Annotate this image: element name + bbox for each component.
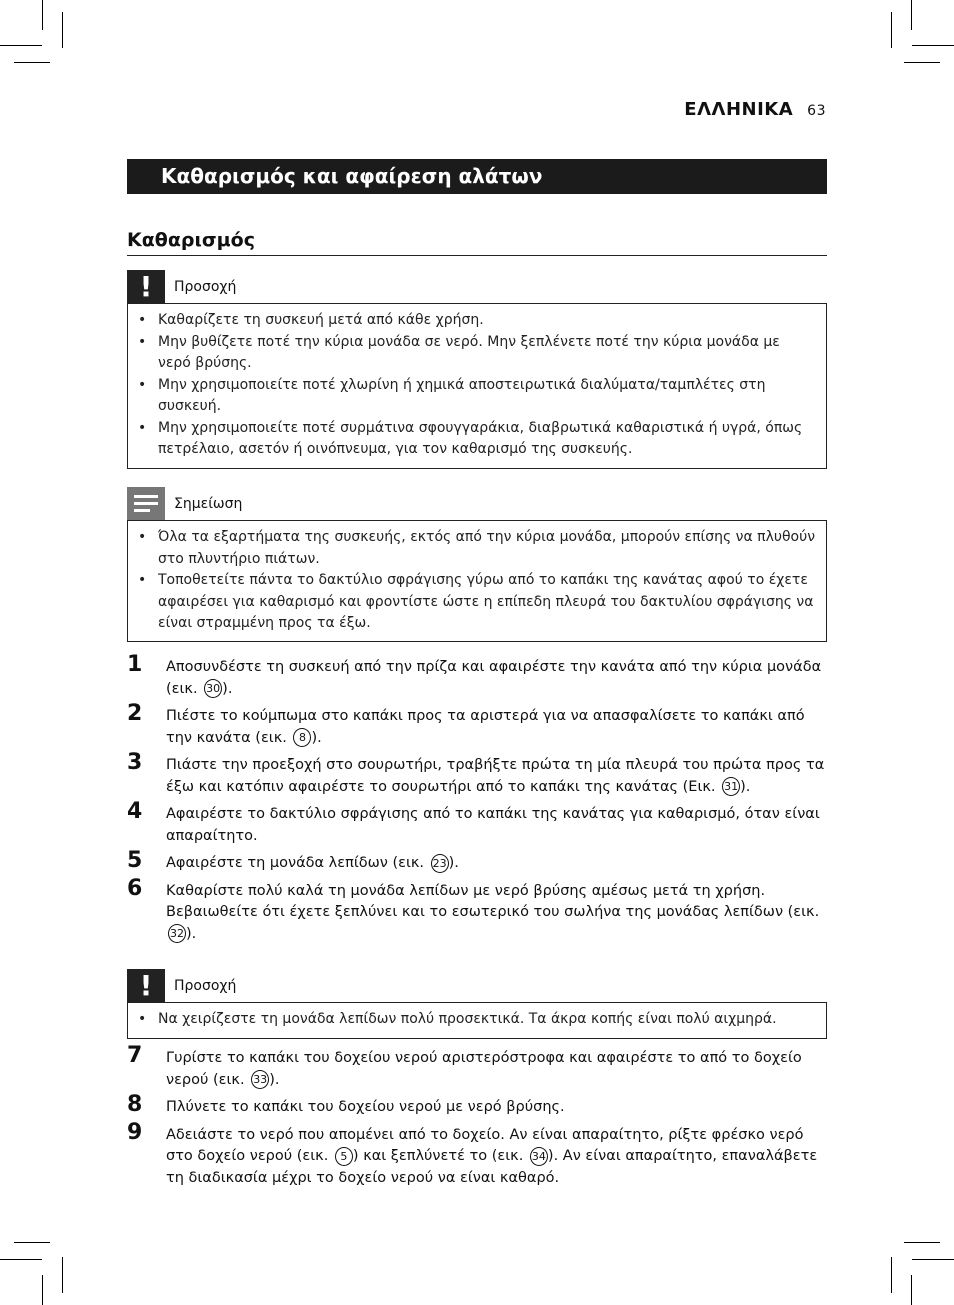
figure-ref: 8 (293, 728, 311, 747)
caution-title: Προσοχή (174, 978, 237, 994)
crop-mark (42, 0, 43, 30)
note-box (127, 520, 827, 642)
step-number: 2 (127, 701, 143, 726)
figure-ref: 34 (530, 1147, 548, 1166)
step-item (127, 652, 827, 700)
step-item (127, 1119, 827, 1190)
list-item: • Μην χρησιμοποιείτε ποτέ χλωρίνη ή χημικά αποστειρωτικά διαλύματα/ταμπλέτες στη συσκευή. (138, 375, 816, 418)
crop-mark (0, 1259, 42, 1260)
crop-mark (0, 45, 42, 46)
step-text: Καθαρίστε πολύ καλά τη μονάδα λεπίδων με νερό βρύσης αμέσως μετά τη χρήση. Βεβαιωθείτε ότι έχετε ξεπλύνει και το εσωτερικό του σωλήνα της μονάδας λεπίδων (εικ. (166, 882, 820, 920)
step-number: 1 (127, 652, 143, 677)
step-text-end: ). (311, 729, 322, 746)
figure-ref: 5 (335, 1147, 353, 1166)
step-text-end: ). (186, 925, 197, 942)
exclamation-icon: ! (127, 969, 165, 1003)
crop-mark (912, 1259, 954, 1260)
step-number: 5 (127, 848, 143, 873)
step-text-end: ). (269, 1071, 280, 1088)
step-text: Πλύνετε το καπάκι του δοχείου νερού με νερό βρύσης. (166, 1099, 565, 1115)
step-text-end: ). Αν είναι απαραίτητο, επαναλάβετε τη διαδικασία μέχρι το δοχείο νερού να είναι καθαρό. (166, 1148, 818, 1186)
language-label: ΕΛΛΗΝΙΚΑ (684, 99, 794, 120)
step-number: 7 (127, 1043, 143, 1068)
step-number: 4 (127, 799, 143, 824)
page-number: 63 (807, 103, 826, 119)
crop-mark (911, 1275, 912, 1305)
list-item: • Τοποθετείτε πάντα το δακτύλιο σφράγισης γύρω από το καπάκι της κανάτας αφού το έχετε αφαιρέσει για καθαρισμό και φροντίστε ώστε η επίπεδη πλευρά του δακτυλίου σφράγισης να είναι στραμμένη προς τα έξω. (138, 570, 816, 635)
figure-ref: 31 (722, 777, 740, 796)
crop-mark (14, 1242, 50, 1243)
crop-mark (62, 1257, 63, 1293)
step-text: Αποσυνδέστε τη συσκευή από την πρίζα και αφαιρέστε την κανάτα από την κύρια μονάδα (εικ. (166, 659, 822, 697)
crop-mark (912, 45, 954, 46)
exclamation-icon: ! (127, 270, 165, 304)
figure-ref: 23 (431, 854, 449, 873)
step-number: 6 (127, 875, 143, 901)
crop-mark (62, 12, 63, 48)
step-text: Αφαιρέστε το δακτύλιο σφράγισης από το καπάκι της κανάτας για καθαρισμό, όταν είναι απαραίτητο. (166, 806, 820, 844)
step-item (127, 875, 827, 946)
list-item: • Όλα τα εξαρτήματα της συσκευής, εκτός από την κύρια μονάδα, μπορούν επίσης να πλυθούν στο πλυντήριο πιάτων. (138, 527, 816, 570)
step-item (127, 799, 827, 847)
note-icon (127, 487, 165, 521)
list-item: • Μην βυθίζετε ποτέ την κύρια μονάδα σε νερό. Μην ξεπλένετε ποτέ την κύρια μονάδα με νερό βρύσης. (138, 332, 816, 375)
step-text-end: ). (222, 680, 233, 697)
step-text: Αφαιρέστε τη μονάδα λεπίδων (εικ. (166, 855, 429, 871)
caution-title: Προσοχή (174, 279, 237, 295)
step-text-end: ). (448, 855, 459, 871)
steps-list (127, 1043, 827, 1195)
step-item (127, 701, 827, 749)
steps-list (127, 652, 827, 951)
page-header (684, 99, 826, 120)
crop-mark (904, 62, 940, 63)
crop-mark (891, 12, 892, 48)
figure-ref: 33 (251, 1070, 269, 1089)
section-title: Καθαρισμός και αφαίρεση αλάτων (127, 159, 827, 194)
step-text-end: ). (740, 778, 751, 795)
list-item: • Καθαρίζετε τη συσκευή μετά από κάθε χρήση. (138, 310, 816, 332)
crop-mark (42, 1275, 43, 1305)
crop-mark (904, 1242, 940, 1243)
step-text: Πιάστε την προεξοχή στο σουρωτήρι, τραβήξτε πρώτα τη μία πλευρά του πρώτα προς τα έξω και κατόπιν αφαιρέστε το σουρωτήρι από το καπάκι της κανάτας (Εικ. (166, 757, 825, 795)
caution-box (127, 1002, 827, 1039)
figure-ref: 32 (168, 924, 186, 943)
step-number: 9 (127, 1119, 143, 1145)
list-item: • Μην χρησιμοποιείτε ποτέ συρμάτινα σφουγγαράκια, διαβρωτικά καθαριστικά ή υγρά, όπως πετρέλαιο, ασετόν ή οινόπνευμα, για τον καθαρισμό της συσκευής. (138, 418, 816, 461)
step-item (127, 1092, 827, 1119)
step-item (127, 1043, 827, 1091)
crop-mark (911, 0, 912, 30)
caution-box (127, 303, 827, 469)
step-item (127, 750, 827, 798)
step-number: 3 (127, 750, 143, 775)
step-text: Πιέστε το κούμπωμα στο καπάκι προς τα αριστερά για να απασφαλίσετε το καπάκι από την κανάτα (εικ. (166, 708, 805, 746)
figure-ref: 30 (204, 679, 222, 698)
step-text: Γυρίστε το καπάκι του δοχείου νερού αριστερόστροφα και αφαιρέστε το από το δοχείο νερού (εικ. (166, 1050, 802, 1088)
note-title: Σημείωση (174, 496, 243, 512)
step-text: Αδειάστε το νερό που απομένει από το δοχείο. Αν είναι απαραίτητο, ρίξτε φρέσκο νερό στο δοχείο νερού (εικ. (166, 1126, 804, 1164)
step-item (127, 848, 827, 875)
step-number: 8 (127, 1092, 143, 1117)
crop-mark (14, 62, 50, 63)
crop-mark (891, 1257, 892, 1293)
list-item: • Να χειρίζεστε τη μονάδα λεπίδων πολύ προσεκτικά. Τα άκρα κοπής είναι πολύ αιχμηρά. (138, 1009, 816, 1031)
subsection-title: Καθαρισμός (127, 229, 827, 256)
step-text-mid: ) και ξεπλύνετέ το (εικ. (352, 1148, 528, 1164)
